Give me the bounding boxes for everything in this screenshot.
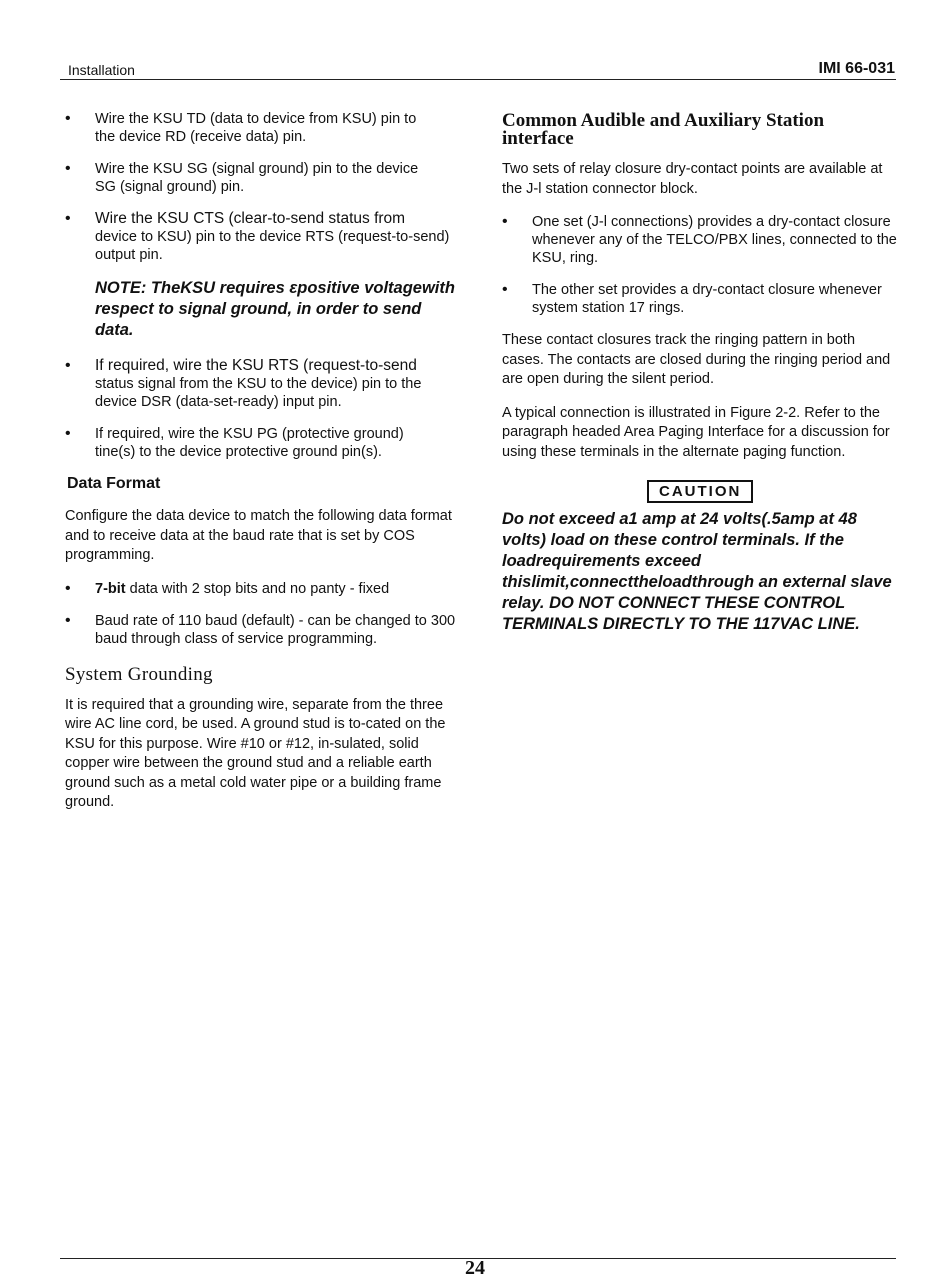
list-item — [65, 612, 460, 648]
list-item-text: device to KSU) pin to the device RTS (request-to-send) output pin. — [95, 229, 450, 263]
list-item — [65, 110, 460, 146]
list-item-text: Baud rate of 110 baud (default) - can be changed to 300 baud through class of service programming. — [95, 612, 456, 647]
paragraph: Configure the data device to match the following data format and to receive data at the baud rate that is set by COS programming. — [65, 508, 452, 563]
bullet-icon: • — [65, 110, 71, 127]
list-item — [502, 213, 900, 267]
list-item — [502, 281, 900, 317]
list-item-text: the device RD (receive data) pin. — [95, 129, 307, 145]
bullet-icon: • — [65, 579, 71, 597]
list-item — [65, 210, 460, 264]
list-item-text: Wire the KSU TD (data to device from KSU) pin to — [95, 111, 417, 127]
list-item-strong: 7-bit — [95, 580, 126, 597]
bullet-icon: • — [65, 210, 71, 227]
section-heading-audible-interface: Common Audible and Auxiliary Station interface — [502, 110, 825, 149]
bullet-icon: • — [65, 160, 71, 177]
paragraph: Two sets of relay closure dry-contact points are available at the J-l station connector block. — [502, 161, 883, 197]
list-item-text: data with 2 stop bits and no panty - fixed — [125, 580, 390, 597]
bullet-icon: • — [65, 425, 71, 442]
list-item-text: The other set provides a dry-contact closure whenever system station 17 rings. — [532, 282, 882, 316]
paragraph: It is required that a grounding wire, separate from the three wire AC line cord, be used. A ground stud is to-cated on the KSU for this purpose. Wire #10 or #12, in-sulated, solid copper wire between the ground stud and a reliable earth ground such as a metal cold water pipe or a building frame ground. — [65, 696, 446, 810]
caution-label: CAUTION — [647, 480, 753, 503]
list-item-text: SG (signal ground) pin. — [95, 179, 245, 195]
bullet-icon: • — [65, 611, 71, 629]
list-item-text: If required, wire the KSU PG (protective ground) — [95, 426, 404, 442]
bullet-icon: • — [65, 357, 71, 374]
list-item-text: One set (J-l connections) provides a dry-contact closure whenever any of the TELCO/PBX lines, connected to the KSU, ring. — [532, 214, 897, 266]
bullet-icon: • — [502, 281, 508, 298]
document-id: IMI 66-031 — [818, 60, 895, 77]
section-heading-data-format: Data Format — [67, 475, 161, 492]
list-item-text: Wire the KSU CTS (clear-to-send status from — [95, 210, 406, 227]
list-item — [65, 160, 460, 196]
list-item — [65, 580, 460, 598]
running-header-section: Installation — [68, 62, 135, 78]
left-column — [65, 110, 460, 827]
list-item-text: If required, wire the KSU RTS (request-to-send — [95, 357, 417, 374]
list-item — [65, 357, 460, 411]
list-item-text: tine(s) to the device protective ground pin(s). — [95, 444, 382, 460]
bullet-icon: • — [502, 213, 508, 230]
paragraph: A typical connection is illustrated in Figure 2-2. Refer to the paragraph headed Area Paging Interface for a discussion for using these terminals in the alternate paging function. — [502, 404, 890, 460]
page-number: 24 — [465, 1257, 485, 1279]
list-item — [65, 425, 460, 461]
right-column — [502, 112, 900, 635]
section-heading-system-grounding: System Grounding — [65, 663, 213, 685]
header-rule — [60, 79, 896, 80]
note: NOTE: TheKSU requires εpositive voltagewith respect to signal ground, in order to send data. — [95, 279, 455, 339]
list-item-text: Wire the KSU SG (signal ground) pin to the device — [95, 161, 419, 177]
list-item-text: status signal from the KSU to the device) pin to the device DSR (data-set-ready) input pin. — [95, 376, 422, 410]
caution-text: Do not exceed a1 amp at 24 volts(.5amp at 48 volts) load on these control terminals. If the loadrequirements exceed thislimit,connecttheloadthrough an external slave relay. DO NOT CONNECT THESE CONTROL TERMINALS DIRECTLY TO THE 117VAC LINE. — [502, 510, 892, 633]
caution-label-wrap — [647, 480, 900, 503]
paragraph: These contact closures track the ringing pattern in both cases. The contacts are closed during the ringing period and are open during the silent period. — [502, 332, 891, 387]
